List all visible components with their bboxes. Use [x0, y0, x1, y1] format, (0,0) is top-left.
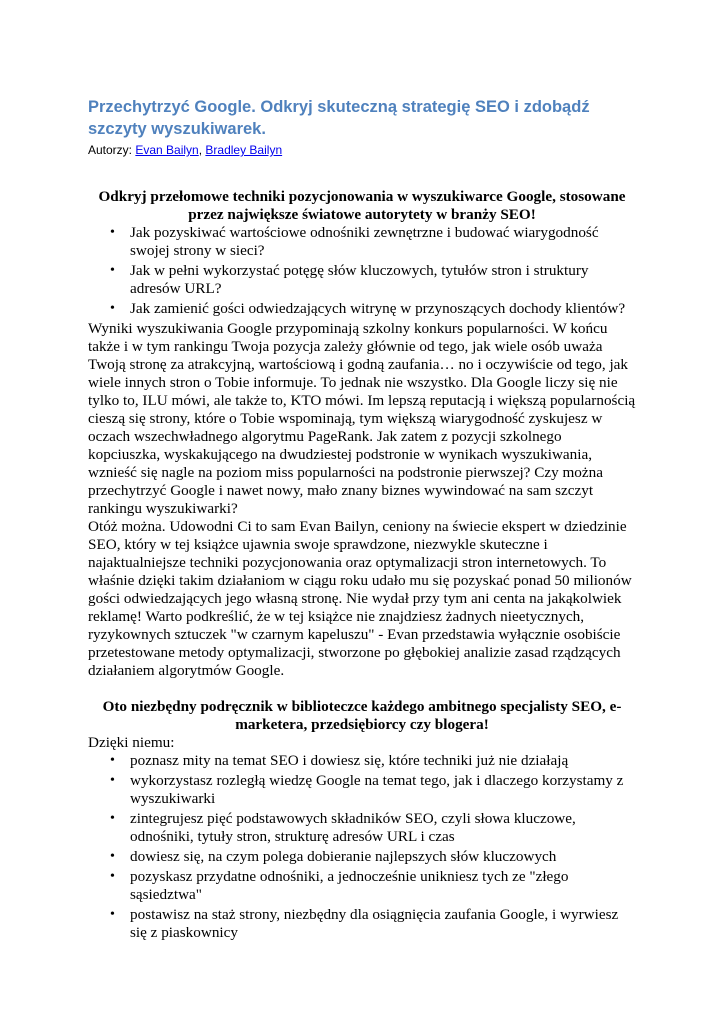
authors-separator: , — [198, 143, 206, 157]
list-item — [88, 810, 636, 846]
list-item-text: pozyskasz przydatne odnośniki, a jednocześnie unikniesz tych ze "złego sąsiedztwa" — [130, 868, 569, 903]
benefit-list — [88, 752, 636, 942]
bullet-icon: • — [110, 849, 115, 864]
list-item-text: Jak zamienić gości odwiedzających witrynę w przynoszących dochody klientów? — [130, 300, 626, 317]
list-item — [88, 868, 636, 904]
bullet-icon: • — [110, 753, 115, 768]
body-paragraph-1: Wyniki wyszukiwania Google przypominają szkolny konkurs popularności. W końcu także i w tym rankingu Twoja pozycja zależy głównie od tego, jak wiele osób uważa Twoją stronę za atrakcyjną, wartościową i godną zaufania… no i oczywiście od tego, jak wiele innych stron o Tobie informuje. To jednak nie wszystko. Dla Google liczy się nie tylko to, ILU mówi, ale także to, KTO mówi. Im lepszą reputacją i większą popularnością cieszą się strony, które o Tobie wspominają, tym większą wiarygodność zyskujesz w oczach wszechwładnego algorytmu PageRank. Jak zatem z pozycji szkolnego kopciuszka, wyskakującego na dwudziestej podstronie w wynikach wyszukiwania, wznieść się nagle na poziom miss popularności na podstronie pierwszej? Czy można przechytrzyć Google i nawet nowy, mało znany biznes wywindować na sam szczyt rankingu wyszukiwarki? — [88, 320, 636, 517]
author-link-bradley[interactable]: Bradley Bailyn — [205, 143, 283, 157]
body-paragraph-2: Otóż można. Udowodni Ci to sam Evan Bailyn, ceniony na świecie ekspert w dziedzinie SEO, który w tej książce ujawnia swoje sprawdzone, niezwykle skuteczne i najaktualniejsze techniki pozycjonowania oraz optymalizacji stron internetowych. To właśnie dzięki takim działaniom w ciągu roku udało mu się pozyskać ponad 50 milionów gości odwiedzających jego własną stronę. Nie wydał przy tym ani centa na jakąkolwiek reklamę! Warto podkreślić, że w tej książce nie znajdziesz żadnych nieetycznych, ryzykownych sztuczek "w czarnym kapeluszu" - Evan przedstawia wyłącznie osobiście przetestowane metody optymalizacji, stworzone po głębokiej analizie zasad rządzących działaniem algorytmów Google. — [88, 518, 632, 679]
list-item-text: wykorzystasz rozległą wiedzę Google na temat tego, jak i dlaczego korzystamy z wyszukiwarki — [130, 772, 624, 807]
list-item — [88, 848, 636, 866]
list-item-text: Jak pozyskiwać wartościowe odnośniki zewnętrzne i budować wiarygodność swojej strony w sieci? — [130, 224, 599, 259]
list-item — [88, 224, 636, 260]
bullet-icon: • — [110, 301, 115, 316]
list-item — [88, 772, 636, 808]
list-item — [88, 262, 636, 298]
bullet-icon: • — [110, 263, 115, 278]
page-title: Przechytrzyć Google. Odkryj skuteczną strategię SEO i zdobądź szczyty wyszukiwarek. — [88, 98, 590, 138]
body-paragraph-3: Dzięki niemu: — [88, 734, 175, 751]
bullet-icon: • — [110, 773, 115, 788]
question-list — [88, 224, 636, 318]
section-heading-2: Oto niezbędny podręcznik w biblioteczce każdego ambitnego specjalisty SEO, e-marketera, przedsiębiorcy czy blogera! — [102, 698, 622, 733]
author-link-evan[interactable]: Evan Bailyn — [135, 143, 199, 157]
list-item-text: postawisz na staż strony, niezbędny dla osiągnięcia zaufania Google, i wyrwiesz się z piaskownicy — [130, 906, 619, 941]
document-page — [88, 96, 636, 944]
list-item-text: poznasz mity na temat SEO i dowiesz się, które techniki już nie działają — [130, 752, 569, 769]
bullet-icon: • — [110, 869, 115, 884]
bullet-icon: • — [110, 225, 115, 240]
authors-line — [88, 142, 636, 158]
bullet-icon: • — [110, 811, 115, 826]
list-item — [88, 906, 636, 942]
list-item-text: zintegrujesz pięć podstawowych składników SEO, czyli słowa kluczowe, odnośniki, tytuły stron, strukturę adresów URL i czas — [130, 810, 576, 845]
authors-label: Autorzy: — [88, 143, 136, 157]
section-heading-1: Odkryj przełomowe techniki pozycjonowania w wyszukiwarce Google, stosowane przez największe światowe autorytety w branży SEO! — [98, 188, 626, 223]
list-item — [88, 752, 636, 770]
list-item-text: Jak w pełni wykorzystać potęgę słów kluczowych, tytułów stron i struktury adresów URL? — [130, 262, 589, 297]
bullet-icon: • — [110, 907, 115, 922]
list-item — [88, 300, 636, 318]
list-item-text: dowiesz się, na czym polega dobieranie najlepszych słów kluczowych — [130, 848, 557, 865]
